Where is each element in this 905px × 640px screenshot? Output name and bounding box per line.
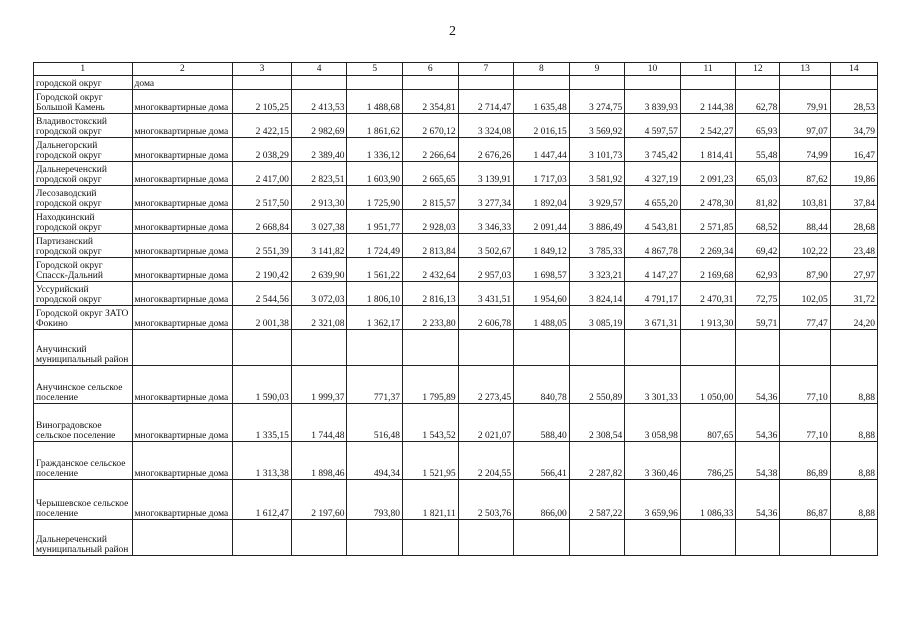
value-cell: 2 273,45 <box>458 366 514 404</box>
table-row <box>34 480 878 520</box>
value-cell: 34,79 <box>830 114 877 138</box>
value-cell: 2 422,15 <box>233 114 292 138</box>
value-cell: 1 488,68 <box>347 90 403 114</box>
value-cell <box>458 330 514 366</box>
value-cell: 2 517,50 <box>233 186 292 210</box>
value-cell: 1 447,44 <box>514 138 570 162</box>
table-row <box>34 210 878 234</box>
value-cell: 68,52 <box>736 210 780 234</box>
value-cell: 2 571,85 <box>680 210 736 234</box>
housing-type-cell <box>132 520 233 556</box>
column-number-5: 5 <box>347 63 403 76</box>
value-cell: 19,86 <box>830 162 877 186</box>
value-cell: 69,42 <box>736 234 780 258</box>
value-cell: 54,36 <box>736 480 780 520</box>
value-cell: 793,80 <box>347 480 403 520</box>
value-cell <box>569 76 625 90</box>
column-number-9: 9 <box>569 63 625 76</box>
municipality-cell: Лесозаводский городской округ <box>34 186 133 210</box>
table-row <box>34 76 878 90</box>
value-cell: 4 147,27 <box>625 258 681 282</box>
value-cell: 8,88 <box>830 480 877 520</box>
value-cell: 54,38 <box>736 442 780 480</box>
value-cell: 1 898,46 <box>291 442 347 480</box>
value-cell: 28,53 <box>830 90 877 114</box>
value-cell: 2 413,53 <box>291 90 347 114</box>
value-cell <box>830 76 877 90</box>
value-cell: 3 581,92 <box>569 162 625 186</box>
value-cell <box>458 520 514 556</box>
value-cell: 77,10 <box>780 404 830 442</box>
value-cell: 2 091,44 <box>514 210 570 234</box>
value-cell: 840,78 <box>514 366 570 404</box>
housing-type-cell: многоквартирные дома <box>132 90 233 114</box>
value-cell: 86,89 <box>780 442 830 480</box>
value-cell: 494,34 <box>347 442 403 480</box>
value-cell: 88,44 <box>780 210 830 234</box>
value-cell: 1 717,03 <box>514 162 570 186</box>
value-cell: 37,84 <box>830 186 877 210</box>
value-cell: 2 016,15 <box>514 114 570 138</box>
value-cell: 3 886,49 <box>569 210 625 234</box>
value-cell: 3 671,31 <box>625 306 681 330</box>
housing-type-cell: многоквартирные дома <box>132 114 233 138</box>
value-cell: 3 659,96 <box>625 480 681 520</box>
value-cell: 807,65 <box>680 404 736 442</box>
housing-type-cell: многоквартирные дома <box>132 210 233 234</box>
value-cell <box>625 76 681 90</box>
value-cell: 1 086,33 <box>680 480 736 520</box>
value-cell: 1 954,60 <box>514 282 570 306</box>
municipality-cell: Гражданское сельское поселение <box>34 442 133 480</box>
value-cell: 2 928,03 <box>403 210 459 234</box>
table-row <box>34 282 878 306</box>
value-cell: 2 551,39 <box>233 234 292 258</box>
value-cell: 3 085,19 <box>569 306 625 330</box>
column-number-7: 7 <box>458 63 514 76</box>
value-cell <box>403 76 459 90</box>
value-cell: 16,47 <box>830 138 877 162</box>
column-number-12: 12 <box>736 63 780 76</box>
value-cell: 588,40 <box>514 404 570 442</box>
value-cell <box>680 76 736 90</box>
value-cell <box>347 520 403 556</box>
value-cell <box>569 330 625 366</box>
column-number-1: 1 <box>34 63 133 76</box>
table-row <box>34 138 878 162</box>
value-cell: 786,25 <box>680 442 736 480</box>
value-cell: 2 417,00 <box>233 162 292 186</box>
column-number-4: 4 <box>291 63 347 76</box>
value-cell: 27,97 <box>830 258 877 282</box>
value-cell: 3 785,33 <box>569 234 625 258</box>
table-row <box>34 366 878 404</box>
value-cell: 1 612,47 <box>233 480 292 520</box>
value-cell: 866,00 <box>514 480 570 520</box>
value-cell <box>347 330 403 366</box>
value-cell: 2 169,68 <box>680 258 736 282</box>
value-cell: 1 795,89 <box>403 366 459 404</box>
value-cell <box>514 330 570 366</box>
value-cell: 2 957,03 <box>458 258 514 282</box>
value-cell: 1 913,30 <box>680 306 736 330</box>
value-cell: 2 287,82 <box>569 442 625 480</box>
value-cell: 2 478,30 <box>680 186 736 210</box>
value-cell: 2 197,60 <box>291 480 347 520</box>
value-cell: 24,20 <box>830 306 877 330</box>
value-cell: 1 521,95 <box>403 442 459 480</box>
table-row <box>34 330 878 366</box>
value-cell: 3 101,73 <box>569 138 625 162</box>
value-cell: 2 190,42 <box>233 258 292 282</box>
value-cell: 1 999,37 <box>291 366 347 404</box>
value-cell: 2 913,30 <box>291 186 347 210</box>
value-cell: 2 670,12 <box>403 114 459 138</box>
value-cell: 3 569,92 <box>569 114 625 138</box>
value-cell: 86,87 <box>780 480 830 520</box>
municipality-cell: Владивостокский городской округ <box>34 114 133 138</box>
value-cell: 1 543,52 <box>403 404 459 442</box>
value-cell: 4 791,17 <box>625 282 681 306</box>
value-cell: 31,72 <box>830 282 877 306</box>
value-cell: 2 815,57 <box>403 186 459 210</box>
value-cell <box>291 330 347 366</box>
value-cell: 2 038,29 <box>233 138 292 162</box>
value-cell: 55,48 <box>736 138 780 162</box>
value-cell <box>403 330 459 366</box>
table-row <box>34 162 878 186</box>
table-row <box>34 234 878 258</box>
municipality-cell: Анучинский муниципальный район <box>34 330 133 366</box>
value-cell: 771,37 <box>347 366 403 404</box>
value-cell <box>514 520 570 556</box>
value-cell <box>830 330 877 366</box>
value-cell: 65,93 <box>736 114 780 138</box>
housing-type-cell: многоквартирные дома <box>132 282 233 306</box>
municipality-cell: Черышевское сельское поселение <box>34 480 133 520</box>
column-number-13: 13 <box>780 63 830 76</box>
value-cell: 2 676,26 <box>458 138 514 162</box>
value-cell: 3 058,98 <box>625 404 681 442</box>
value-cell: 2 144,38 <box>680 90 736 114</box>
value-cell: 62,93 <box>736 258 780 282</box>
value-cell: 28,68 <box>830 210 877 234</box>
value-cell: 3 274,75 <box>569 90 625 114</box>
municipality-cell: Находкинский городской округ <box>34 210 133 234</box>
housing-type-cell: многоквартирные дома <box>132 442 233 480</box>
value-cell: 3 139,91 <box>458 162 514 186</box>
value-cell: 102,22 <box>780 234 830 258</box>
value-cell: 74,99 <box>780 138 830 162</box>
value-cell: 62,78 <box>736 90 780 114</box>
value-cell: 1 488,05 <box>514 306 570 330</box>
value-cell: 1 806,10 <box>347 282 403 306</box>
value-cell <box>233 330 292 366</box>
value-cell <box>736 76 780 90</box>
housing-type-cell: дома <box>132 76 233 90</box>
value-cell: 87,62 <box>780 162 830 186</box>
value-cell: 59,71 <box>736 306 780 330</box>
table-row <box>34 520 878 556</box>
value-cell: 1 724,49 <box>347 234 403 258</box>
value-cell: 77,10 <box>780 366 830 404</box>
column-number-10: 10 <box>625 63 681 76</box>
value-cell <box>291 76 347 90</box>
value-cell <box>291 520 347 556</box>
value-cell: 23,48 <box>830 234 877 258</box>
value-cell: 2 354,81 <box>403 90 459 114</box>
value-cell: 8,88 <box>830 366 877 404</box>
value-cell: 1 603,90 <box>347 162 403 186</box>
housing-type-cell: многоквартирные дома <box>132 186 233 210</box>
value-cell: 1 590,03 <box>233 366 292 404</box>
value-cell: 2 542,27 <box>680 114 736 138</box>
tariff-table <box>33 62 878 556</box>
table-row <box>34 306 878 330</box>
value-cell: 103,81 <box>780 186 830 210</box>
value-cell: 1 951,77 <box>347 210 403 234</box>
value-cell: 3 141,82 <box>291 234 347 258</box>
value-cell: 87,90 <box>780 258 830 282</box>
table-row <box>34 114 878 138</box>
value-cell: 65,03 <box>736 162 780 186</box>
value-cell <box>736 330 780 366</box>
value-cell: 2 587,22 <box>569 480 625 520</box>
value-cell: 102,05 <box>780 282 830 306</box>
value-cell: 2 266,64 <box>403 138 459 162</box>
value-cell: 3 745,42 <box>625 138 681 162</box>
table-row <box>34 404 878 442</box>
value-cell: 1 561,22 <box>347 258 403 282</box>
value-cell: 3 324,08 <box>458 114 514 138</box>
value-cell <box>736 520 780 556</box>
value-cell: 3 360,46 <box>625 442 681 480</box>
value-cell <box>458 76 514 90</box>
value-cell <box>625 330 681 366</box>
value-cell: 2 091,23 <box>680 162 736 186</box>
value-cell: 4 655,20 <box>625 186 681 210</box>
table-row <box>34 90 878 114</box>
housing-type-cell <box>132 330 233 366</box>
value-cell: 1 313,38 <box>233 442 292 480</box>
value-cell: 2 982,69 <box>291 114 347 138</box>
value-cell: 2 665,65 <box>403 162 459 186</box>
value-cell: 3 431,51 <box>458 282 514 306</box>
value-cell: 2 823,51 <box>291 162 347 186</box>
value-cell: 4 597,57 <box>625 114 681 138</box>
value-cell <box>780 520 830 556</box>
value-cell <box>780 76 830 90</box>
column-number-6: 6 <box>403 63 459 76</box>
column-number-2: 2 <box>132 63 233 76</box>
value-cell: 2 714,47 <box>458 90 514 114</box>
value-cell <box>569 520 625 556</box>
column-number-row <box>34 63 878 76</box>
value-cell: 2 544,56 <box>233 282 292 306</box>
value-cell: 54,36 <box>736 366 780 404</box>
value-cell: 3 301,33 <box>625 366 681 404</box>
municipality-cell: Виноградовское сельское поселение <box>34 404 133 442</box>
value-cell <box>514 76 570 90</box>
value-cell: 2 668,84 <box>233 210 292 234</box>
value-cell <box>680 330 736 366</box>
municipality-cell: Дальнереченский городской округ <box>34 162 133 186</box>
value-cell: 72,75 <box>736 282 780 306</box>
value-cell: 1 821,11 <box>403 480 459 520</box>
value-cell: 1 635,48 <box>514 90 570 114</box>
value-cell <box>403 520 459 556</box>
municipality-cell: Городской округ Большой Камень <box>34 90 133 114</box>
value-cell: 1 849,12 <box>514 234 570 258</box>
table-body <box>34 76 878 556</box>
value-cell: 1 336,12 <box>347 138 403 162</box>
municipality-cell: Уссурийский городской округ <box>34 282 133 306</box>
value-cell: 2 432,64 <box>403 258 459 282</box>
value-cell: 2 269,34 <box>680 234 736 258</box>
value-cell: 1 744,48 <box>291 404 347 442</box>
value-cell: 1 892,04 <box>514 186 570 210</box>
value-cell: 4 327,19 <box>625 162 681 186</box>
column-number-14: 14 <box>830 63 877 76</box>
value-cell: 1 698,57 <box>514 258 570 282</box>
value-cell <box>830 520 877 556</box>
value-cell: 2 321,08 <box>291 306 347 330</box>
column-number-11: 11 <box>680 63 736 76</box>
value-cell: 97,07 <box>780 114 830 138</box>
value-cell: 2 105,25 <box>233 90 292 114</box>
value-cell: 54,36 <box>736 404 780 442</box>
value-cell: 2 470,31 <box>680 282 736 306</box>
value-cell: 3 346,33 <box>458 210 514 234</box>
value-cell: 1 050,00 <box>680 366 736 404</box>
value-cell: 1 725,90 <box>347 186 403 210</box>
column-number-8: 8 <box>514 63 570 76</box>
value-cell: 1 362,17 <box>347 306 403 330</box>
value-cell: 3 824,14 <box>569 282 625 306</box>
table-row <box>34 258 878 282</box>
housing-type-cell: многоквартирные дома <box>132 480 233 520</box>
housing-type-cell: многоквартирные дома <box>132 366 233 404</box>
value-cell: 3 839,93 <box>625 90 681 114</box>
value-cell <box>780 330 830 366</box>
page-number: 2 <box>449 24 456 39</box>
value-cell: 1 335,15 <box>233 404 292 442</box>
value-cell: 2 503,76 <box>458 480 514 520</box>
table-row <box>34 442 878 480</box>
value-cell: 3 072,03 <box>291 282 347 306</box>
housing-type-cell: многоквартирные дома <box>132 162 233 186</box>
value-cell: 3 277,34 <box>458 186 514 210</box>
municipality-cell: Партизанский городской округ <box>34 234 133 258</box>
value-cell: 4 867,78 <box>625 234 681 258</box>
value-cell: 1 814,41 <box>680 138 736 162</box>
value-cell: 2 550,89 <box>569 366 625 404</box>
value-cell <box>233 520 292 556</box>
housing-type-cell: многоквартирные дома <box>132 404 233 442</box>
value-cell: 2 816,13 <box>403 282 459 306</box>
value-cell: 3 027,38 <box>291 210 347 234</box>
municipality-cell: Дальнереченский муниципальный район <box>34 520 133 556</box>
value-cell: 2 606,78 <box>458 306 514 330</box>
value-cell: 1 861,62 <box>347 114 403 138</box>
value-cell: 8,88 <box>830 404 877 442</box>
value-cell: 2 389,40 <box>291 138 347 162</box>
value-cell <box>347 76 403 90</box>
value-cell: 2 639,90 <box>291 258 347 282</box>
value-cell: 2 233,80 <box>403 306 459 330</box>
municipality-cell: городской округ <box>34 76 133 90</box>
value-cell <box>680 520 736 556</box>
value-cell: 2 204,55 <box>458 442 514 480</box>
housing-type-cell: многоквартирные дома <box>132 234 233 258</box>
municipality-cell: Городской округ Спасск-Дальний <box>34 258 133 282</box>
value-cell: 8,88 <box>830 442 877 480</box>
value-cell: 3 323,21 <box>569 258 625 282</box>
housing-type-cell: многоквартирные дома <box>132 306 233 330</box>
housing-type-cell: многоквартирные дома <box>132 138 233 162</box>
municipality-cell: Городской округ ЗАТО Фокино <box>34 306 133 330</box>
housing-type-cell: многоквартирные дома <box>132 258 233 282</box>
municipality-cell: Дальнегорский городской округ <box>34 138 133 162</box>
value-cell <box>233 76 292 90</box>
value-cell: 566,41 <box>514 442 570 480</box>
value-cell: 81,82 <box>736 186 780 210</box>
value-cell: 2 813,84 <box>403 234 459 258</box>
value-cell <box>625 520 681 556</box>
value-cell: 2 021,07 <box>458 404 514 442</box>
value-cell: 3 502,67 <box>458 234 514 258</box>
value-cell: 3 929,57 <box>569 186 625 210</box>
value-cell: 4 543,81 <box>625 210 681 234</box>
value-cell: 77,47 <box>780 306 830 330</box>
value-cell: 2 308,54 <box>569 404 625 442</box>
value-cell: 2 001,38 <box>233 306 292 330</box>
column-number-3: 3 <box>233 63 292 76</box>
value-cell: 79,91 <box>780 90 830 114</box>
table-row <box>34 186 878 210</box>
municipality-cell: Анучинское сельское поселение <box>34 366 133 404</box>
value-cell: 516,48 <box>347 404 403 442</box>
